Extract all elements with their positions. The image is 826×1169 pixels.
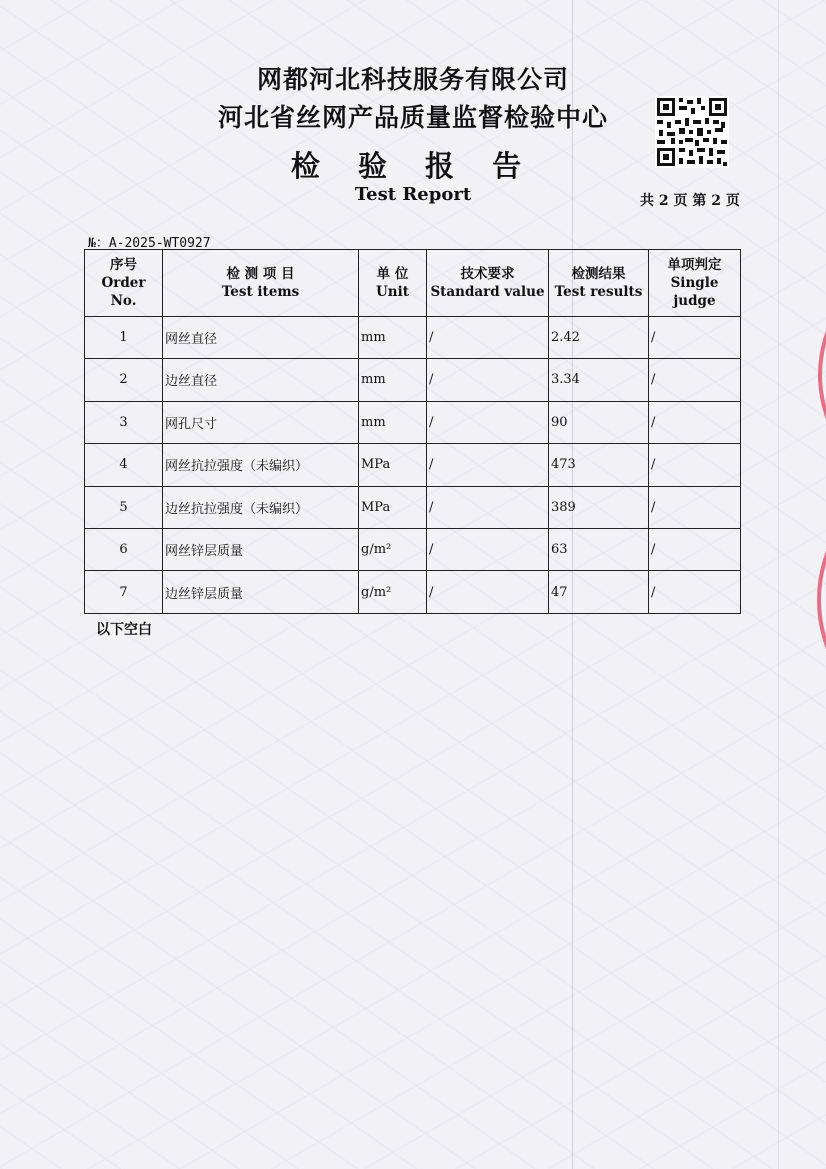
- cell-judge: /: [649, 316, 741, 358]
- table-row: [85, 316, 741, 358]
- table-row: [85, 571, 741, 614]
- cell-result: 90: [549, 401, 649, 443]
- cell-result: 389: [549, 486, 649, 528]
- header-standard-value: 技术要求 Standard value: [427, 250, 549, 317]
- inspection-center-name: 河北省丝网产品质量监督检验中心: [217, 103, 608, 132]
- cell-standard: /: [427, 359, 549, 401]
- cell-standard: /: [427, 486, 549, 528]
- cell-test-item: 网孔尺寸: [163, 401, 359, 443]
- cell-unit: g/m²: [359, 528, 427, 570]
- qr-code-icon: [655, 96, 729, 168]
- cell-unit: mm: [359, 359, 427, 401]
- cell-result: 47: [549, 571, 649, 614]
- page-count: 共 2 页 第 2 页: [640, 193, 740, 209]
- header-unit: 单 位 Unit: [359, 250, 427, 317]
- report-number: №：A-2025-WT0927: [88, 236, 211, 251]
- cell-standard: /: [427, 528, 549, 570]
- cell-test-item: 边丝直径: [163, 359, 359, 401]
- cell-unit: mm: [359, 316, 427, 358]
- cell-judge: /: [649, 444, 741, 486]
- cell-result: 63: [549, 528, 649, 570]
- table-row: [85, 401, 741, 443]
- cell-order-no: 1: [85, 316, 163, 358]
- report-title: 检 验 报 告: [290, 149, 536, 183]
- cell-standard: /: [427, 571, 549, 614]
- cell-standard: /: [427, 316, 549, 358]
- table-header-row: [85, 250, 741, 317]
- cell-unit: MPa: [359, 486, 427, 528]
- seal-stamp-fragment: [795, 520, 826, 680]
- cell-judge: /: [649, 359, 741, 401]
- table-row: [85, 444, 741, 486]
- header-order-no: 序号 Order No.: [85, 250, 163, 317]
- cell-test-item: 网丝抗拉强度（未编织）: [163, 444, 359, 486]
- cell-judge: /: [649, 401, 741, 443]
- cell-test-item: 边丝锌层质量: [163, 571, 359, 614]
- table-row: [85, 486, 741, 528]
- header-test-results: 检测结果 Test results: [549, 250, 649, 317]
- cell-standard: /: [427, 444, 549, 486]
- seal-stamp-fragment: [795, 300, 826, 450]
- test-results-table: [84, 249, 741, 614]
- blank-below-note: 以下空白: [96, 622, 152, 638]
- cell-order-no: 5: [85, 486, 163, 528]
- cell-order-no: 6: [85, 528, 163, 570]
- company-name: 网都河北科技服务有限公司: [256, 65, 569, 94]
- cell-unit: g/m²: [359, 571, 427, 614]
- header-single-judge: 单项判定 Single judge: [649, 250, 741, 317]
- table-row: [85, 528, 741, 570]
- table-row: [85, 359, 741, 401]
- report-title-en: Test Report: [354, 184, 472, 205]
- cell-result: 473: [549, 444, 649, 486]
- cell-standard: /: [427, 401, 549, 443]
- cell-result: 3.34: [549, 359, 649, 401]
- cell-order-no: 7: [85, 571, 163, 614]
- cell-order-no: 2: [85, 359, 163, 401]
- cell-test-item: 网丝直径: [163, 316, 359, 358]
- header-test-items: 检 测 项 目 Test items: [163, 250, 359, 317]
- cell-test-item: 网丝锌层质量: [163, 528, 359, 570]
- cell-order-no: 4: [85, 444, 163, 486]
- cell-judge: /: [649, 528, 741, 570]
- cell-judge: /: [649, 571, 741, 614]
- cell-order-no: 3: [85, 401, 163, 443]
- cell-judge: /: [649, 486, 741, 528]
- cell-unit: mm: [359, 401, 427, 443]
- cell-test-item: 边丝抗拉强度（未编织）: [163, 486, 359, 528]
- cell-unit: MPa: [359, 444, 427, 486]
- cell-result: 2.42: [549, 316, 649, 358]
